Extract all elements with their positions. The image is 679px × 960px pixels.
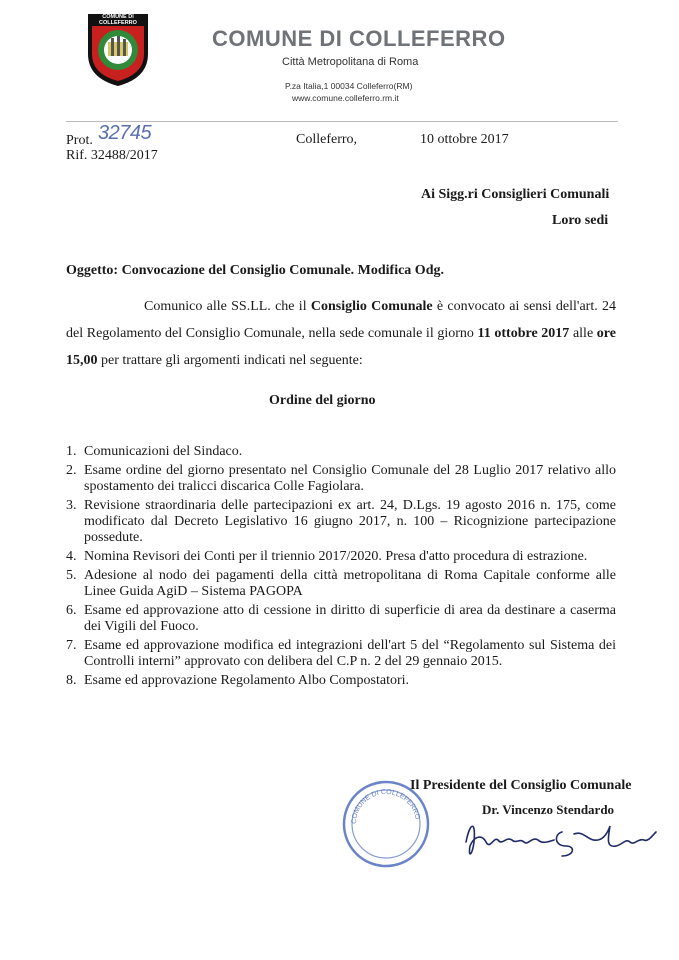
address-line: P.za Italia,1 00034 Colleferro(RM) [285, 81, 413, 91]
list-item: 3. Revisione straordinaria delle partecipazioni ex art. 24, D.Lgs. 19 agosto 2016 n. 175, come modificato dal Decreto Legislativo 16 giugno 2017, n. 100 – Ricognizione partecipazione possedute. [66, 498, 616, 545]
protocol-number: 32745 [98, 122, 152, 144]
agenda-title: Ordine del giorno [269, 393, 376, 408]
list-item: 6. Esame ed approvazione atto di cessione in diritto di superficie di area da destinare a caserma dei Vigili del Fuoco. [66, 603, 616, 634]
body-text-3: alle [569, 326, 597, 341]
list-item: 7. Esame ed approvazione modifica ed integrazioni dell'art 5 del “Regolamento sul Sistema dei Controlli interni” approvato con delibera del C.P n. 2 del 29 gennaio 2015. [66, 638, 616, 669]
agenda-list [66, 444, 616, 691]
body-paragraph [66, 293, 616, 374]
svg-text:COMUNE DI COLLEFERRO: COMUNE DI COLLEFERRO [350, 788, 421, 825]
list-item: 8. Esame ed approvazione Regolamento Albo Compostatori. [66, 673, 410, 688]
website-link[interactable]: www.comune.colleferro.rm.it [292, 93, 399, 103]
list-item: 2. Esame ordine del giorno presentato nel Consiglio Comunale del 28 Luglio 2017 relativo allo spostamento dei tralicci discarica Colle Fagiolara. [66, 463, 616, 494]
body-text-1: Comunico alle SS.LL. che il [144, 299, 311, 314]
handwritten-signature [458, 812, 668, 864]
place-name: Colleferro, [296, 132, 358, 147]
recipients-location: Loro sedi [552, 213, 609, 228]
list-item: 1. Comunicazioni del Sindaco. [66, 444, 243, 459]
page-subtitle: Città Metropolitana di Roma [282, 56, 419, 68]
council-name: Consiglio Comunale [310, 299, 433, 314]
signatory-role: Il Presidente del Consiglio Comunale [410, 778, 632, 793]
protocol-label: Prot. [66, 133, 93, 148]
body-text-4: per trattare gli argomenti indicati nel seguente: [97, 353, 363, 368]
document-date: 10 ottobre 2017 [420, 132, 509, 147]
body-text-2: è convocato ai sensi dell'art. 24 del Regolamento del Consiglio Comunale, nella sede comunale il giorno [66, 299, 617, 341]
recipients-line: Ai Sigg.ri Consiglieri Comunali [421, 187, 610, 202]
reference-number: Rif. 32488/2017 [66, 148, 158, 163]
subject-line: Oggetto: Convocazione del Consiglio Comunale. Modifica Odg. [66, 263, 444, 278]
list-item: 4. Nomina Revisori dei Conti per il triennio 2017/2020. Presa d'atto procedura di estrazione. [66, 549, 588, 564]
logo-lettering: COMUNE DI COLLEFERRO [99, 14, 137, 26]
page-title: COMUNE DI COLLEFERRO [212, 26, 506, 51]
meeting-date: 11 ottobre 2017 [477, 326, 570, 341]
signatory-name: Dr. Vincenzo Stendardo [482, 802, 615, 817]
list-item: 5. Adesione al nodo dei pagamenti della città metropolitana di Roma Capitale conforme alle Linee Guida AgiD – Sistema PAGOPA [66, 568, 616, 599]
meeting-time: ore 15,00 [66, 326, 616, 368]
